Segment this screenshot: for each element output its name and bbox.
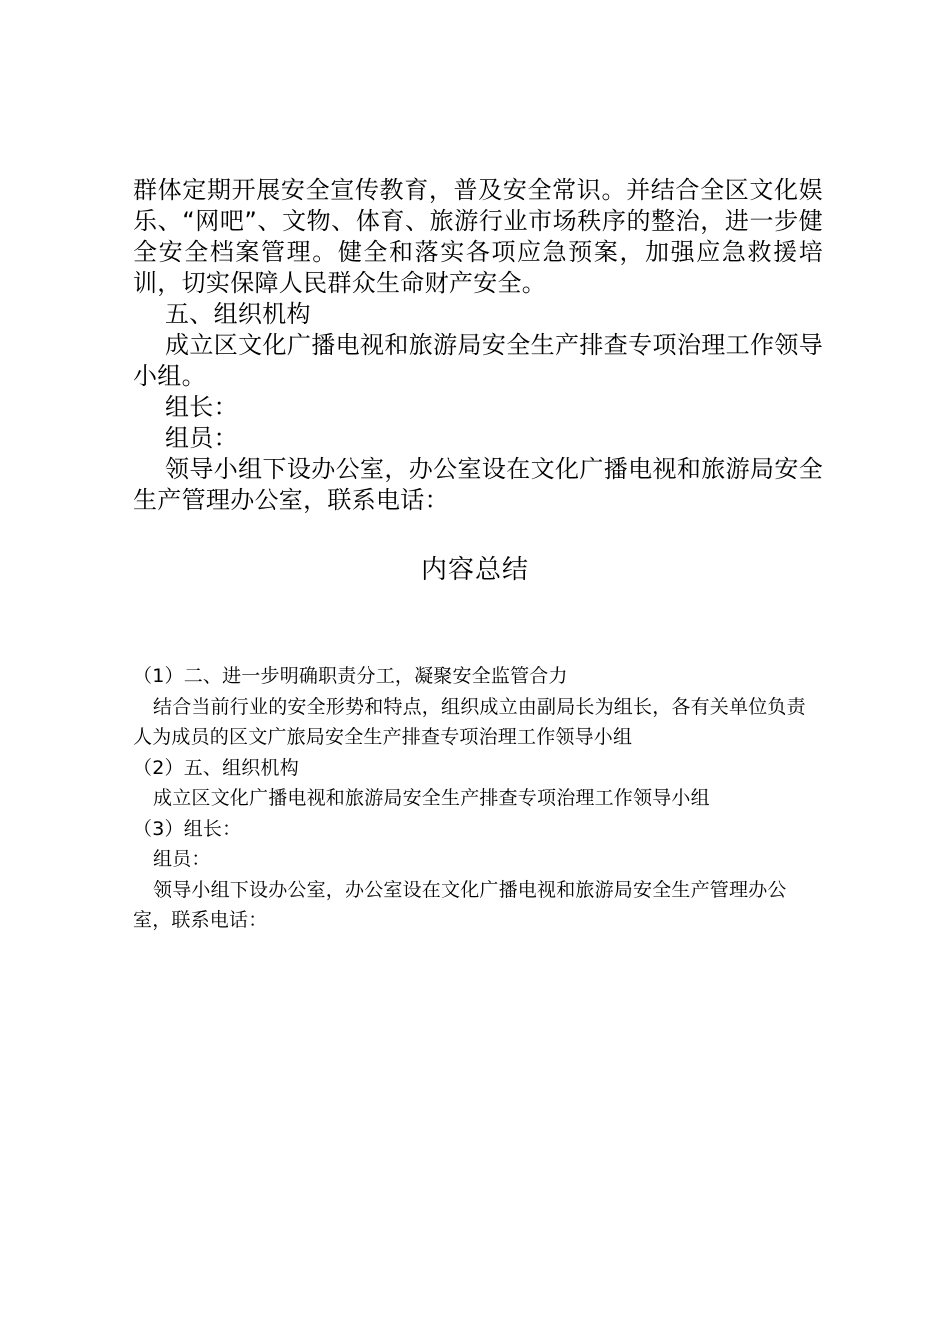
- body-paragraph-office: 领导小组下设办公室，办公室设在文化广播电视和旅游局安全生产管理办公室，联系电话：: [133, 455, 823, 514]
- summary-item-3-members: 组员：: [153, 848, 211, 870]
- summary-item-2-heading: （2）五、组织机构: [133, 756, 299, 779]
- summary-item-3-heading: （3）组长：: [133, 817, 242, 840]
- summary-section: [133, 661, 823, 936]
- body-paragraph-leading-group: 成立区文化广播电视和旅游局安全生产排查专项治理工作领导小组。: [133, 331, 823, 390]
- section-heading-organization: 五、组织机构: [165, 300, 311, 328]
- summary-item-3-text: 领导小组下设办公室，办公室设在文化广播电视和旅游局安全生产管理办公室，联系电话：: [133, 878, 787, 931]
- group-members-line: 组员：: [165, 424, 238, 452]
- summary-item-1-heading: （1）二、进一步明确职责分工，凝聚安全监管合力: [133, 665, 568, 687]
- group-leader-line: 组长：: [165, 393, 238, 421]
- summary-item-2-text: 成立区文化广播电视和旅游局安全生产排查专项治理工作领导小组: [153, 787, 710, 809]
- main-body: [133, 175, 823, 516]
- body-paragraph-safety-education: 群体定期开展安全宣传教育，普及安全常识。并结合全区文化娱乐、“网吧”、文物、体育、旅游行业市场秩序的整治，进一步健全安全档案管理。健全和落实各项应急预案，加强应急救援培训，切实保障人民群众生命财产安全。: [133, 176, 823, 297]
- summary-item-1-text: 结合当前行业的安全形势和特点，组织成立由副局长为组长，各有关单位负责人为成员的区文广旅局安全生产排查专项治理工作领导小组: [133, 695, 806, 748]
- summary-title: 内容总结: [420, 555, 529, 585]
